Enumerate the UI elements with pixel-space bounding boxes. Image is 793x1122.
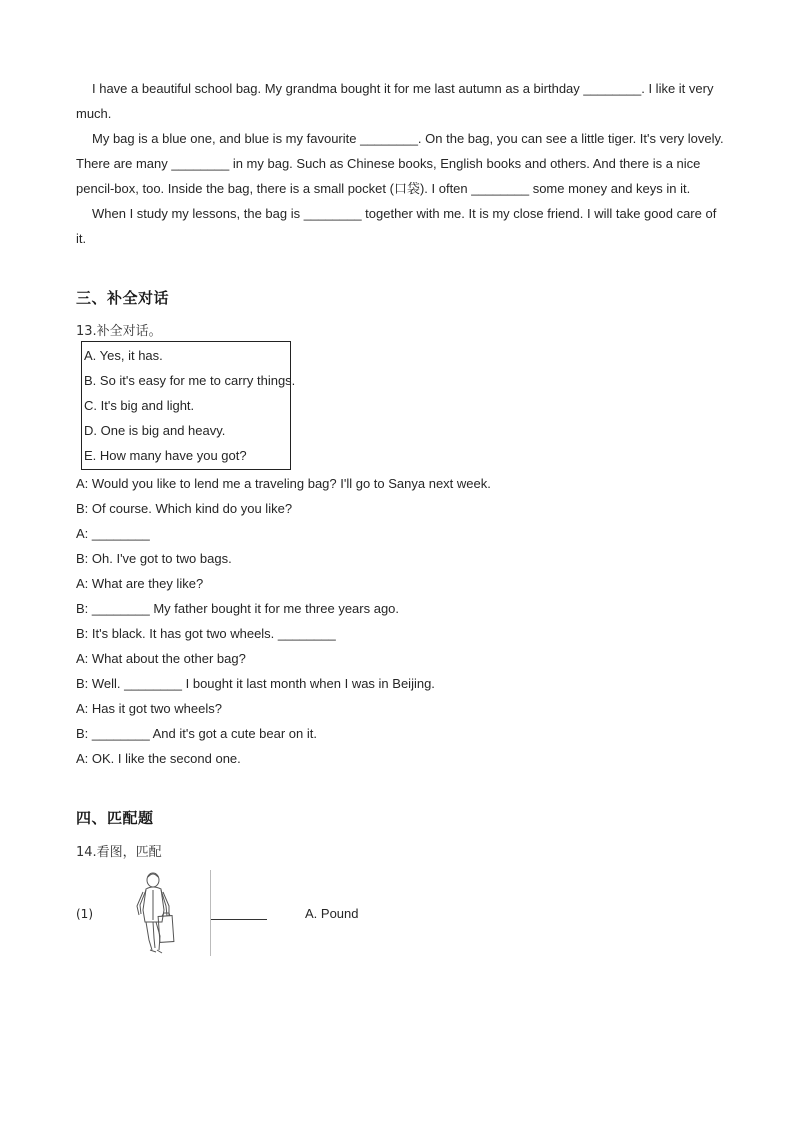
- dialogue-line: B: ________ My father bought it for me three years ago.: [76, 601, 400, 616]
- dialogue-line: B: ________ And it's got a cute bear on it.: [76, 726, 317, 741]
- match-item-number: (1): [76, 907, 93, 921]
- dialogue-line: A: Would you like to lend me a traveling bag? I'll go to Sanya next week.: [76, 476, 491, 491]
- dialogue-line: B: Of course. Which kind do you like?: [76, 501, 293, 516]
- question-13-label: 13.补全对话。: [76, 324, 162, 339]
- passage-line: There are many ________ in my bag. Such as Chinese books, English books and others. And there is a nice: [76, 156, 701, 171]
- dialogue-line: A: OK. I like the second one.: [76, 751, 241, 766]
- options-box: [81, 341, 296, 470]
- option-a: A. Yes, it has.: [84, 348, 163, 363]
- man-with-suitcase-image: [96, 870, 212, 956]
- passage-line: it.: [76, 231, 87, 246]
- dialogue-line: B: It's black. It has got two wheels. ________: [76, 626, 336, 641]
- option-d: D. One is big and heavy.: [84, 423, 226, 438]
- passage-line: When I study my lessons, the bag is ________ together with me. It is my close friend. I will take good care of: [92, 206, 717, 221]
- option-e: E. How many have you got?: [84, 448, 247, 463]
- dialogue-line: B: Oh. I've got to two bags.: [76, 551, 232, 566]
- answer-blank[interactable]: [211, 919, 267, 920]
- dialogue-line: A: What are they like?: [76, 576, 204, 591]
- passage-line: pencil-box, too. Inside the bag, there is a small pocket (口袋). I often ________ some money and keys in it.: [76, 181, 691, 196]
- dialogue-line: A: Has it got two wheels?: [76, 701, 222, 716]
- passage-line: much.: [76, 106, 112, 121]
- passage-line: My bag is a blue one, and blue is my favourite ________. On the bag, you can see a little tiger. It's very lovely.: [92, 131, 724, 146]
- dialogue-line: B: Well. ________ I bought it last month when I was in Beijing.: [76, 676, 435, 691]
- match-choice-a: A. Pound: [305, 906, 359, 921]
- man-with-suitcase-illustration: [96, 870, 212, 956]
- dialogue-line: A: ________: [76, 526, 150, 541]
- question-14-label: 14.看图，匹配: [76, 845, 162, 860]
- section-heading-matching: 四、匹配题: [76, 809, 154, 827]
- option-c: C. It's big and light.: [84, 398, 195, 413]
- passage-line: I have a beautiful school bag. My grandma bought it for me last autumn as a birthday ________. I like it very: [92, 81, 714, 96]
- option-b: B. So it's easy for me to carry things.: [84, 373, 296, 388]
- dialogue-line: A: What about the other bag?: [76, 651, 246, 666]
- image-divider: [210, 870, 211, 956]
- section-heading-dialogue: 三、补全对话: [76, 289, 170, 307]
